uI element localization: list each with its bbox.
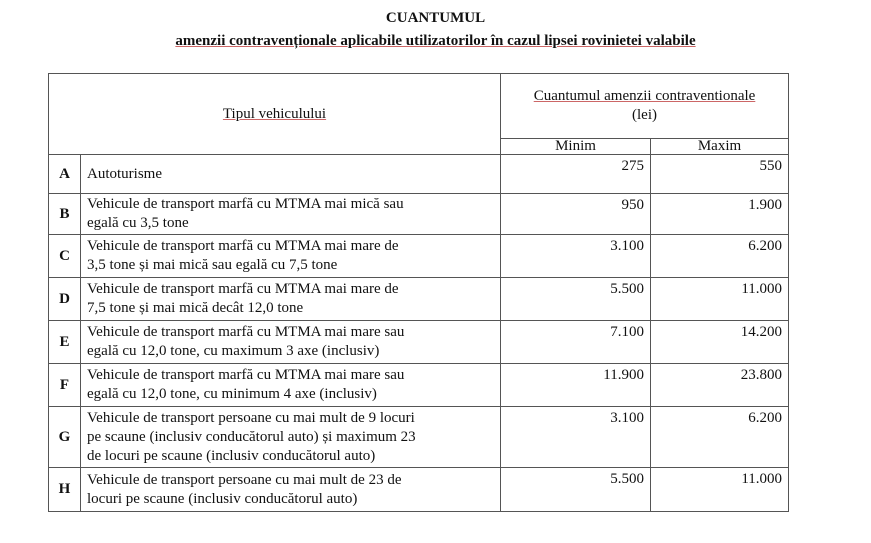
- fine-max: 550: [651, 155, 789, 194]
- table-row: [49, 155, 789, 194]
- row-letter: H: [49, 468, 81, 512]
- table-row: [49, 194, 789, 235]
- fine-min: 3.100: [501, 407, 651, 468]
- fine-min: 3.100: [501, 235, 651, 278]
- vehicle-description: Vehicule de transport persoane cu mai mult de 23 de locuri pe scaune (inclusiv conducătorul auto): [81, 468, 501, 512]
- table-row: [49, 468, 789, 512]
- fine-min: 950: [501, 194, 651, 235]
- document-subtitle: amenzii contravenționale aplicabile utilizatorilor în cazul lipsei rovinietei valabile: [175, 33, 696, 49]
- header-min: Minim: [501, 139, 651, 155]
- fine-max: 1.900: [651, 194, 789, 235]
- document-title: CUANTUMUL: [385, 10, 486, 26]
- vehicle-description: Vehicule de transport persoane cu mai mult de 9 locuri pe scaune (inclusiv conducătorul auto) și maximum 23 de locuri pe scaune (inclusiv conducătorul auto): [81, 407, 501, 468]
- vehicle-description: Vehicule de transport marfă cu MTMA mai mare sau egală cu 12,0 tone, cu minimum 4 axe (inclusiv): [81, 364, 501, 407]
- row-letter: G: [49, 407, 81, 468]
- fine-max: 6.200: [651, 235, 789, 278]
- header-max: Maxim: [651, 139, 789, 155]
- table-row: [49, 278, 789, 321]
- row-letter: E: [49, 321, 81, 364]
- fine-max: 11.000: [651, 278, 789, 321]
- fine-min: 5.500: [501, 468, 651, 512]
- vehicle-description: Autoturisme: [81, 155, 501, 194]
- row-letter: F: [49, 364, 81, 407]
- fine-max: 11.000: [651, 468, 789, 512]
- fine-max: 23.800: [651, 364, 789, 407]
- row-letter: A: [49, 155, 81, 194]
- vehicle-description: Vehicule de transport marfă cu MTMA mai mare sau egală cu 12,0 tone, cu maximum 3 axe (inclusiv): [81, 321, 501, 364]
- vehicle-description: Vehicule de transport marfă cu MTMA mai mare de 3,5 tone și mai mică sau egală cu 7,5 tone: [81, 235, 501, 278]
- fine-min: 5.500: [501, 278, 651, 321]
- table-row: [49, 235, 789, 278]
- table-row: [49, 407, 789, 468]
- table-row: [49, 364, 789, 407]
- row-letter: D: [49, 278, 81, 321]
- header-vehicle-type: Tipul vehiculului: [49, 74, 501, 155]
- table-row: [49, 321, 789, 364]
- fine-min: 11.900: [501, 364, 651, 407]
- row-letter: B: [49, 194, 81, 235]
- fine-min: 275: [501, 155, 651, 194]
- fine-min: 7.100: [501, 321, 651, 364]
- row-letter: C: [49, 235, 81, 278]
- vehicle-description: Vehicule de transport marfă cu MTMA mai mică sau egală cu 3,5 tone: [81, 194, 501, 235]
- fines-table: [48, 73, 789, 512]
- fine-max: 6.200: [651, 407, 789, 468]
- header-fine-amount: Cuantumul amenzii contraventionale (lei): [501, 74, 789, 139]
- fine-max: 14.200: [651, 321, 789, 364]
- vehicle-description: Vehicule de transport marfă cu MTMA mai mare de 7,5 tone și mai mică decât 12,0 tone: [81, 278, 501, 321]
